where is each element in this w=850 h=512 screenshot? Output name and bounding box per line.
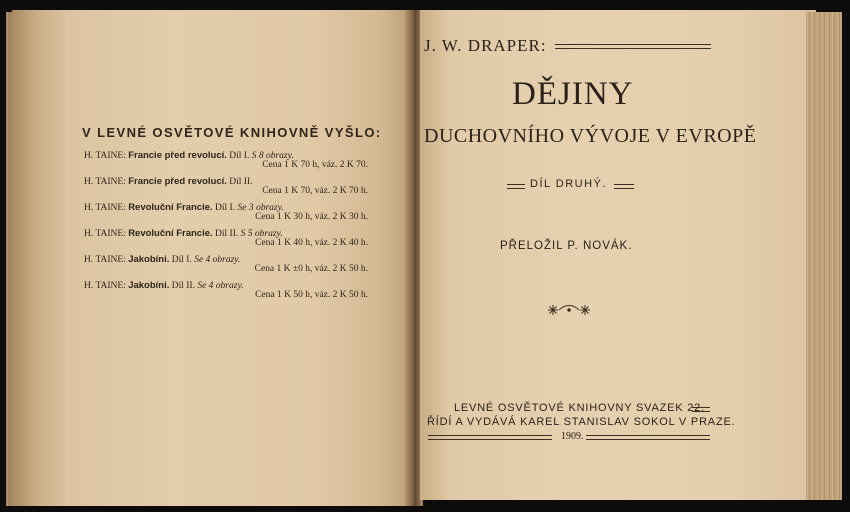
list-item [84,202,368,222]
entry-part: Díl II. [215,229,239,239]
book-subtitle: DUCHOVNÍHO VÝVOJE V EVROPĚ [424,125,757,147]
list-item [84,280,368,300]
entry-author: H. TAINE: [84,203,126,213]
list-item [84,176,368,196]
list-item [84,228,368,248]
year-rule-right [586,435,710,440]
list-item [84,150,368,170]
list-item [84,254,368,274]
entry-extra: Se 4 obrazy. [194,255,241,265]
entry-price: Cena 1 K 70 h, váz. 2 K 70. [262,160,368,170]
author-rule [555,44,711,49]
entry-title: Revoluční Francie. [128,228,213,239]
book-title: DĚJINY [512,76,634,112]
entry-author: H. TAINE: [84,229,126,239]
entry-part: Díl II. [171,281,195,291]
publication-year: 1909. [561,431,584,442]
book-author: J. W. DRAPER: [424,36,547,55]
publisher-line-1: LEVNÉ OSVĚTOVÉ KNIHOVNY SVAZEK 22. [454,402,705,414]
entry-author: H. TAINE: [84,281,126,291]
entry-title: Jakobíni. [128,254,170,265]
entry-title: Jakobíni. [128,280,170,291]
entry-price: Cena 1 K 70, váz. 2 K 70 h. [262,186,368,196]
entry-price: Cena 1 K 40 h, váz. 2 K 40 h. [255,238,368,248]
publisher-rule [692,407,710,412]
entry-part: Díl I. [229,151,250,161]
entry-author: H. TAINE: [84,151,126,161]
entry-extra: Se 3 obrazy. [237,203,284,213]
part-rule-left [507,184,525,189]
entry-title: Francie před revolucí. [128,176,227,187]
translator-line: PŘELOŽIL P. NOVÁK. [500,240,633,252]
ornament-icon [545,302,593,322]
entry-author: H. TAINE: [84,177,126,187]
right-page-edge [806,12,842,500]
publisher-line-2: ŘÍDÍ A VYDÁVÁ KAREL STANISLAV SOKOL V PRAZE. [427,416,736,428]
year-rule-left [428,435,552,440]
entry-author: H. TAINE: [84,255,126,265]
entry-title: Francie před revolucí. [128,150,227,161]
entry-part: Díl I. [171,255,192,265]
entry-title: Revoluční Francie. [128,202,213,213]
entry-part: Díl II. [229,177,253,187]
entry-extra: Se 4 obrazy. [197,281,244,291]
book-part: DÍL DRUHÝ. [530,178,607,190]
entry-price: Cena 1 K ±0 h, váz. 2 K 50 h. [254,264,368,274]
entry-part: Díl I. [215,203,236,213]
part-rule-right [614,184,634,189]
entry-price: Cena 1 K 30 h, váz. 2 K 30 h. [255,212,368,222]
list-title: V LEVNÉ OSVĚTOVÉ KNIHOVNĚ VYŠLO: [82,125,382,140]
entry-extra: S 8 obrazy. [251,151,294,161]
entry-extra: S 5 obrazy. [240,229,283,239]
entry-price: Cena 1 K 50 h, váz. 2 K 50 h. [255,290,368,300]
